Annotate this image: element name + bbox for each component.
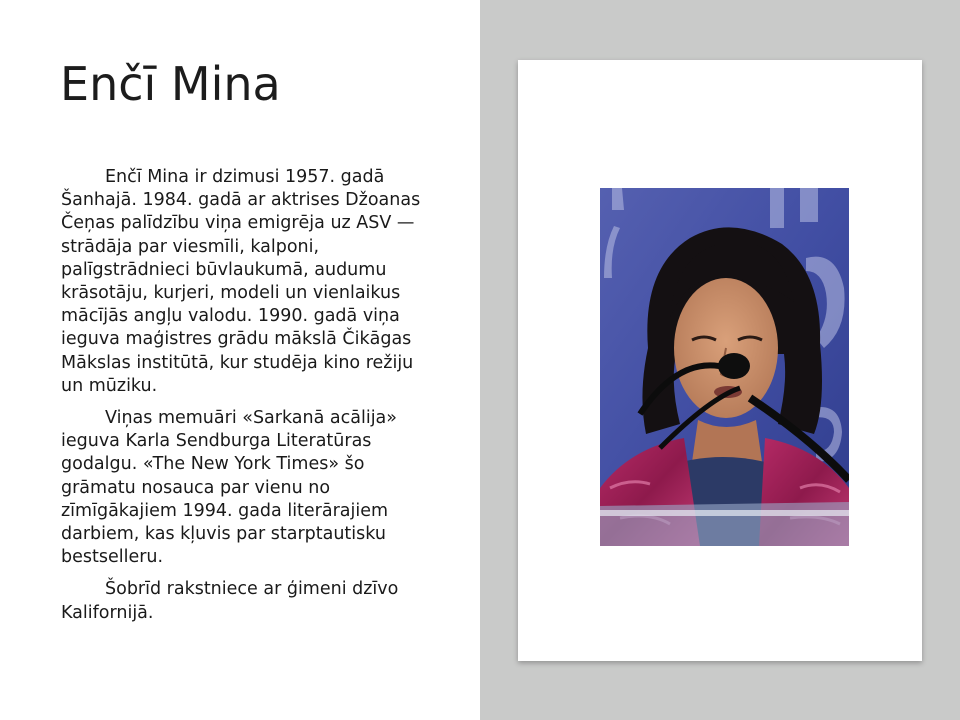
paragraph-current: Šobrīd rakstniece ar ģimeni dzīvo Kalifornijā. — [61, 579, 399, 623]
paragraph-memoir: Viņas memuāri «Sarkanā acālija» ieguva Karla Sendburga Literatūras godalgu. «The New York Times» šo grāmatu nosauca par vienu no zīmīgākajiem 1994. gada literārajiem darbiem, kas kļuvis par starptautisku bestselleru. — [61, 408, 397, 568]
slide-title: Enčī Mina — [60, 57, 281, 111]
paragraph-biography: Enčī Mina ir dzimusi 1957. gadā Šanhajā. 1984. gadā ar aktrises Džoanas Čeņas palīdzību viņa emigrēja uz ASV — strādāja par viesmīli, kalponi, palīgstrādnieci būvlaukumā, audumu krāsotāju, kurjeri, modeli un vienlaikus mācījās angļu valodu. 1990. gadā viņa ieguva maģistres grādu mākslā Čikāgas Mākslas institūtā, kur studēja kino režiju un mūziku. — [61, 167, 421, 396]
author-portrait-photo — [600, 188, 849, 546]
slide-body — [61, 166, 433, 634]
photo-frame — [518, 60, 922, 661]
